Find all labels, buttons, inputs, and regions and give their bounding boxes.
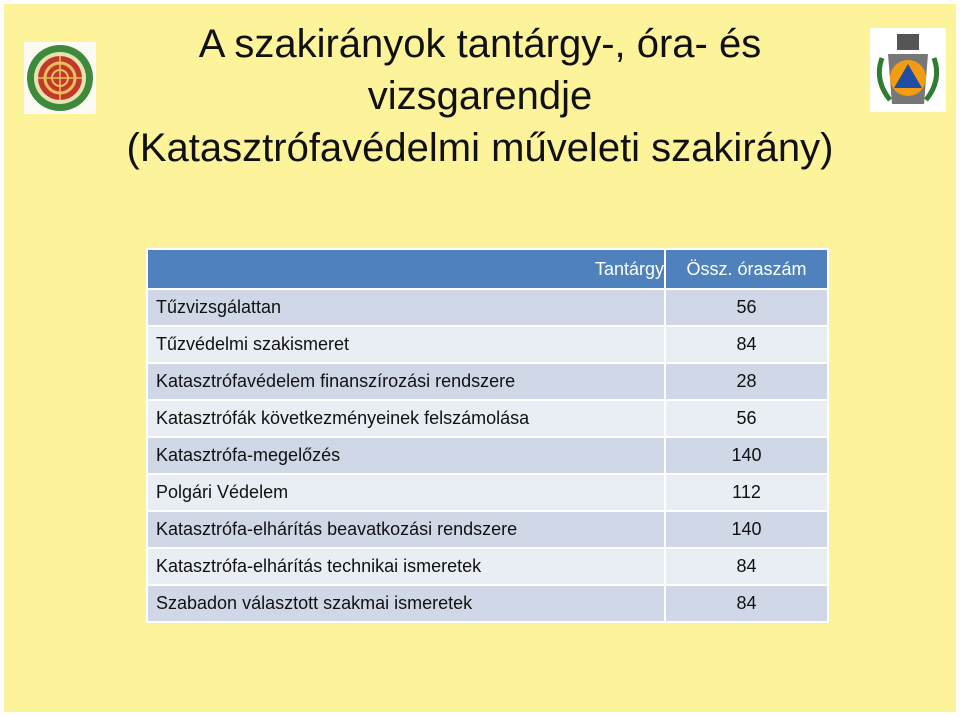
subject-cell: Katasztrófa-megelőzés — [147, 437, 665, 474]
subject-cell: Katasztrófa-elhárítás beavatkozási rendszere — [147, 511, 665, 548]
hours-cell: 56 — [665, 400, 828, 437]
table-row — [147, 511, 828, 548]
hours-cell: 56 — [665, 289, 828, 326]
subject-table — [146, 248, 829, 623]
hours-cell: 28 — [665, 363, 828, 400]
table-header-row — [147, 249, 828, 289]
table-row — [147, 289, 828, 326]
subject-cell: Katasztrófák következményeinek felszámolása — [147, 400, 665, 437]
table-row — [147, 363, 828, 400]
title-line-2: vizsgarendje — [367, 74, 593, 118]
subject-cell: Katasztrófa-elhárítás technikai ismeretek — [147, 548, 665, 585]
header-hours: Össz. óraszám — [665, 249, 828, 289]
table-row — [147, 437, 828, 474]
subject-cell: Tűzvédelmi szakismeret — [147, 326, 665, 363]
table-row — [147, 474, 828, 511]
subject-cell: Szabadon választott szakmai ismeretek — [147, 585, 665, 622]
hours-cell: 84 — [665, 548, 828, 585]
header-subject: Tantárgy — [147, 249, 665, 289]
subject-cell: Polgári Védelem — [147, 474, 665, 511]
hours-cell: 112 — [665, 474, 828, 511]
subject-cell: Katasztrófavédelem finanszírozási rendszere — [147, 363, 665, 400]
table-row — [147, 400, 828, 437]
title-line-3: (Katasztrófavédelmi műveleti szakirány) — [126, 126, 834, 170]
title-line-1: A szakirányok tantárgy-, óra- és — [198, 22, 762, 66]
slide — [4, 4, 956, 712]
hours-cell: 84 — [665, 326, 828, 363]
table-row — [147, 585, 828, 622]
table-row — [147, 548, 828, 585]
subject-cell: Tűzvizsgálattan — [147, 289, 665, 326]
slide-title — [4, 18, 956, 174]
hours-cell: 140 — [665, 511, 828, 548]
table-row — [147, 326, 828, 363]
civil-protection-emblem-icon — [870, 28, 946, 112]
hours-cell: 140 — [665, 437, 828, 474]
hours-cell: 84 — [665, 585, 828, 622]
